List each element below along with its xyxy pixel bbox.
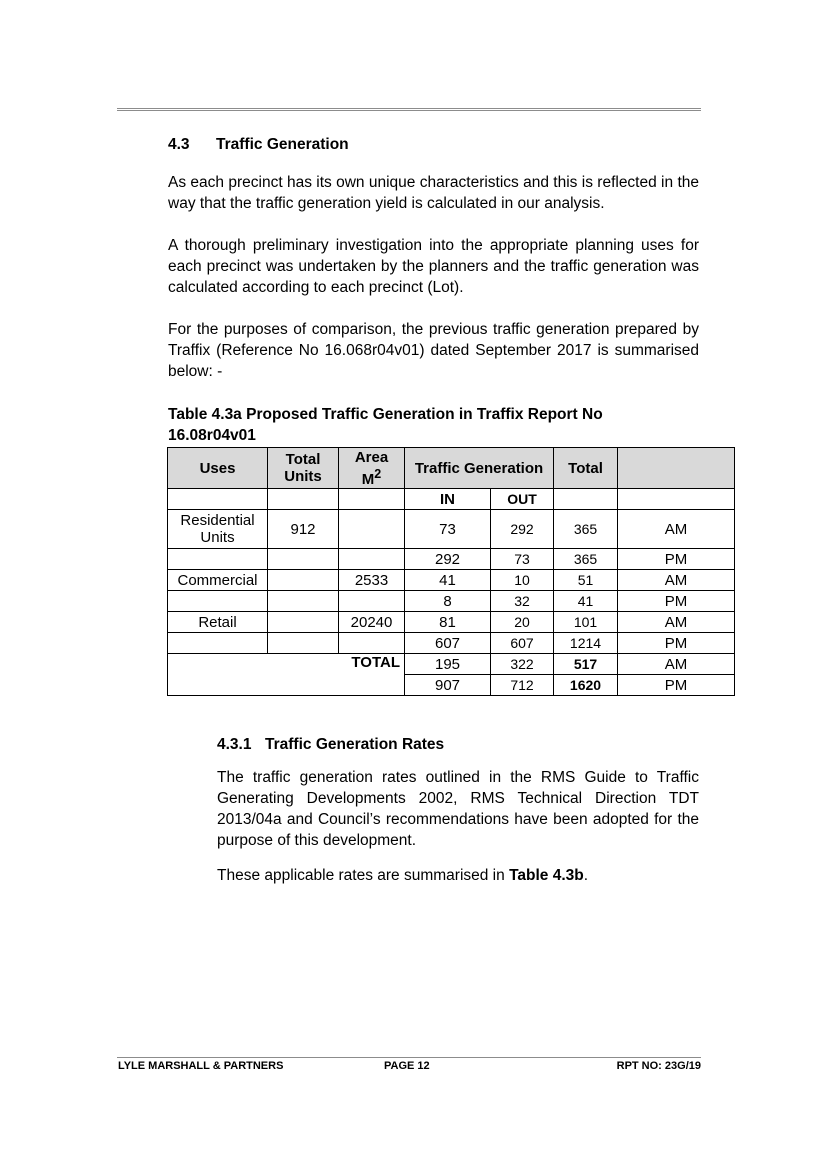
- header-rule: [117, 108, 701, 111]
- header-traffic-generation: Traffic Generation: [405, 448, 554, 489]
- sub-in: IN: [405, 489, 491, 510]
- subsection-number: 4.3.1: [217, 736, 252, 753]
- sub-out: OUT: [491, 489, 554, 510]
- section-title: Traffic Generation: [216, 136, 349, 153]
- header-total-units: Total Units: [268, 448, 339, 489]
- cell-total: 51: [554, 570, 618, 591]
- sub-empty: [339, 489, 405, 510]
- footer-report-number: 23G/19: [664, 1060, 701, 1072]
- header-area-unit: M: [361, 470, 375, 488]
- total-in: 907: [405, 675, 491, 696]
- p2-prefix: These applicable rates are summarised in: [217, 867, 510, 884]
- p2-suffix: .: [583, 867, 589, 884]
- table-row: [168, 510, 735, 549]
- cell-in: 292: [405, 549, 491, 570]
- cell-area: 20240: [339, 612, 405, 633]
- cell-total: 1214: [554, 633, 618, 654]
- table-reference: Table 4.3b: [509, 867, 584, 884]
- cell-out: 607: [491, 633, 554, 654]
- total-out: 322: [491, 654, 554, 675]
- section-heading: [168, 136, 349, 154]
- total-total: 517: [554, 654, 618, 675]
- total-in: 195: [405, 654, 491, 675]
- section-number: 4.3: [168, 136, 190, 153]
- cell-area: [339, 549, 405, 570]
- footer-report-label: RPT NO:: [616, 1060, 665, 1072]
- table-caption: Table 4.3a Proposed Traffic Generation in Traffix Report No 16.08r04v01: [168, 406, 603, 444]
- traffic-generation-table: [167, 447, 735, 696]
- table-subheader-row: [168, 489, 735, 510]
- total-out: 712: [491, 675, 554, 696]
- table-header-row: [168, 448, 735, 489]
- table-row: [168, 612, 735, 633]
- sub-empty: [168, 489, 268, 510]
- cell-in: 41: [405, 570, 491, 591]
- header-area-sup: 2: [374, 466, 382, 481]
- cell-out: 32: [491, 591, 554, 612]
- footer-company: LYLE MARSHALL & PARTNERS: [118, 1060, 284, 1072]
- total-total: 1620: [554, 675, 618, 696]
- total-period: PM: [618, 675, 735, 696]
- subsection-paragraph-2: [217, 865, 699, 886]
- cell-in: 607: [405, 633, 491, 654]
- cell-total: 365: [554, 549, 618, 570]
- cell-units: [268, 633, 339, 654]
- cell-total: 365: [554, 510, 618, 549]
- sub-empty: [268, 489, 339, 510]
- table-row: [168, 570, 735, 591]
- header-area: [339, 448, 405, 489]
- paragraph-1: As each precinct has its own unique characteristics and this is reflected in the way that the traffic generation yield is calculated in our analysis.: [168, 174, 699, 212]
- subsection-heading: [217, 736, 444, 754]
- cell-out: 292: [491, 510, 554, 549]
- cell-units: [268, 591, 339, 612]
- cell-period: AM: [618, 612, 735, 633]
- cell-use: [168, 633, 268, 654]
- sub-empty: [618, 489, 735, 510]
- table-row: [168, 591, 735, 612]
- cell-use: Residential Units: [168, 510, 268, 549]
- header-area-label: Area: [354, 448, 389, 466]
- header-blank: [618, 448, 735, 489]
- cell-period: PM: [618, 591, 735, 612]
- footer-page: PAGE 12: [384, 1060, 430, 1072]
- header-total: Total: [554, 448, 618, 489]
- cell-period: AM: [618, 510, 735, 549]
- total-label: TOTAL: [168, 654, 405, 696]
- total-period: AM: [618, 654, 735, 675]
- cell-area: [339, 591, 405, 612]
- cell-use: [168, 549, 268, 570]
- paragraph-3: For the purposes of comparison, the previous traffic generation prepared by Traffix (Reference No 16.068r04v01) dated September 2017 is summarised below: -: [168, 321, 699, 380]
- cell-area: [339, 633, 405, 654]
- header-uses: Uses: [168, 448, 268, 489]
- cell-total: 101: [554, 612, 618, 633]
- cell-in: 73: [405, 510, 491, 549]
- cell-total: 41: [554, 591, 618, 612]
- cell-use: Retail: [168, 612, 268, 633]
- cell-in: 8: [405, 591, 491, 612]
- cell-out: 73: [491, 549, 554, 570]
- cell-area: 2533: [339, 570, 405, 591]
- subsection-title: Traffic Generation Rates: [265, 736, 445, 753]
- table-row: [168, 549, 735, 570]
- cell-period: AM: [618, 570, 735, 591]
- cell-units: [268, 570, 339, 591]
- cell-in: 81: [405, 612, 491, 633]
- footer-report: [617, 1060, 701, 1072]
- cell-area: [339, 510, 405, 549]
- cell-use: Commercial: [168, 570, 268, 591]
- cell-out: 20: [491, 612, 554, 633]
- sub-empty: [554, 489, 618, 510]
- cell-period: PM: [618, 633, 735, 654]
- cell-period: PM: [618, 549, 735, 570]
- footer-rule: [117, 1057, 701, 1058]
- cell-use: [168, 591, 268, 612]
- total-row-am: [168, 654, 735, 675]
- cell-units: [268, 612, 339, 633]
- paragraph-2: A thorough preliminary investigation into the appropriate planning uses for each precinct was undertaken by the planners and the traffic generation was calculated according to each precinct (Lot).: [168, 237, 699, 296]
- subsection-paragraph-1: The traffic generation rates outlined in the RMS Guide to Traffic Generating Developments 2002, RMS Technical Direction TDT 2013/04a and Council’s recommendations have been adopted for the purpose of this development.: [217, 769, 699, 849]
- cell-out: 10: [491, 570, 554, 591]
- cell-units: [268, 549, 339, 570]
- cell-units: 912: [268, 510, 339, 549]
- table-row: [168, 633, 735, 654]
